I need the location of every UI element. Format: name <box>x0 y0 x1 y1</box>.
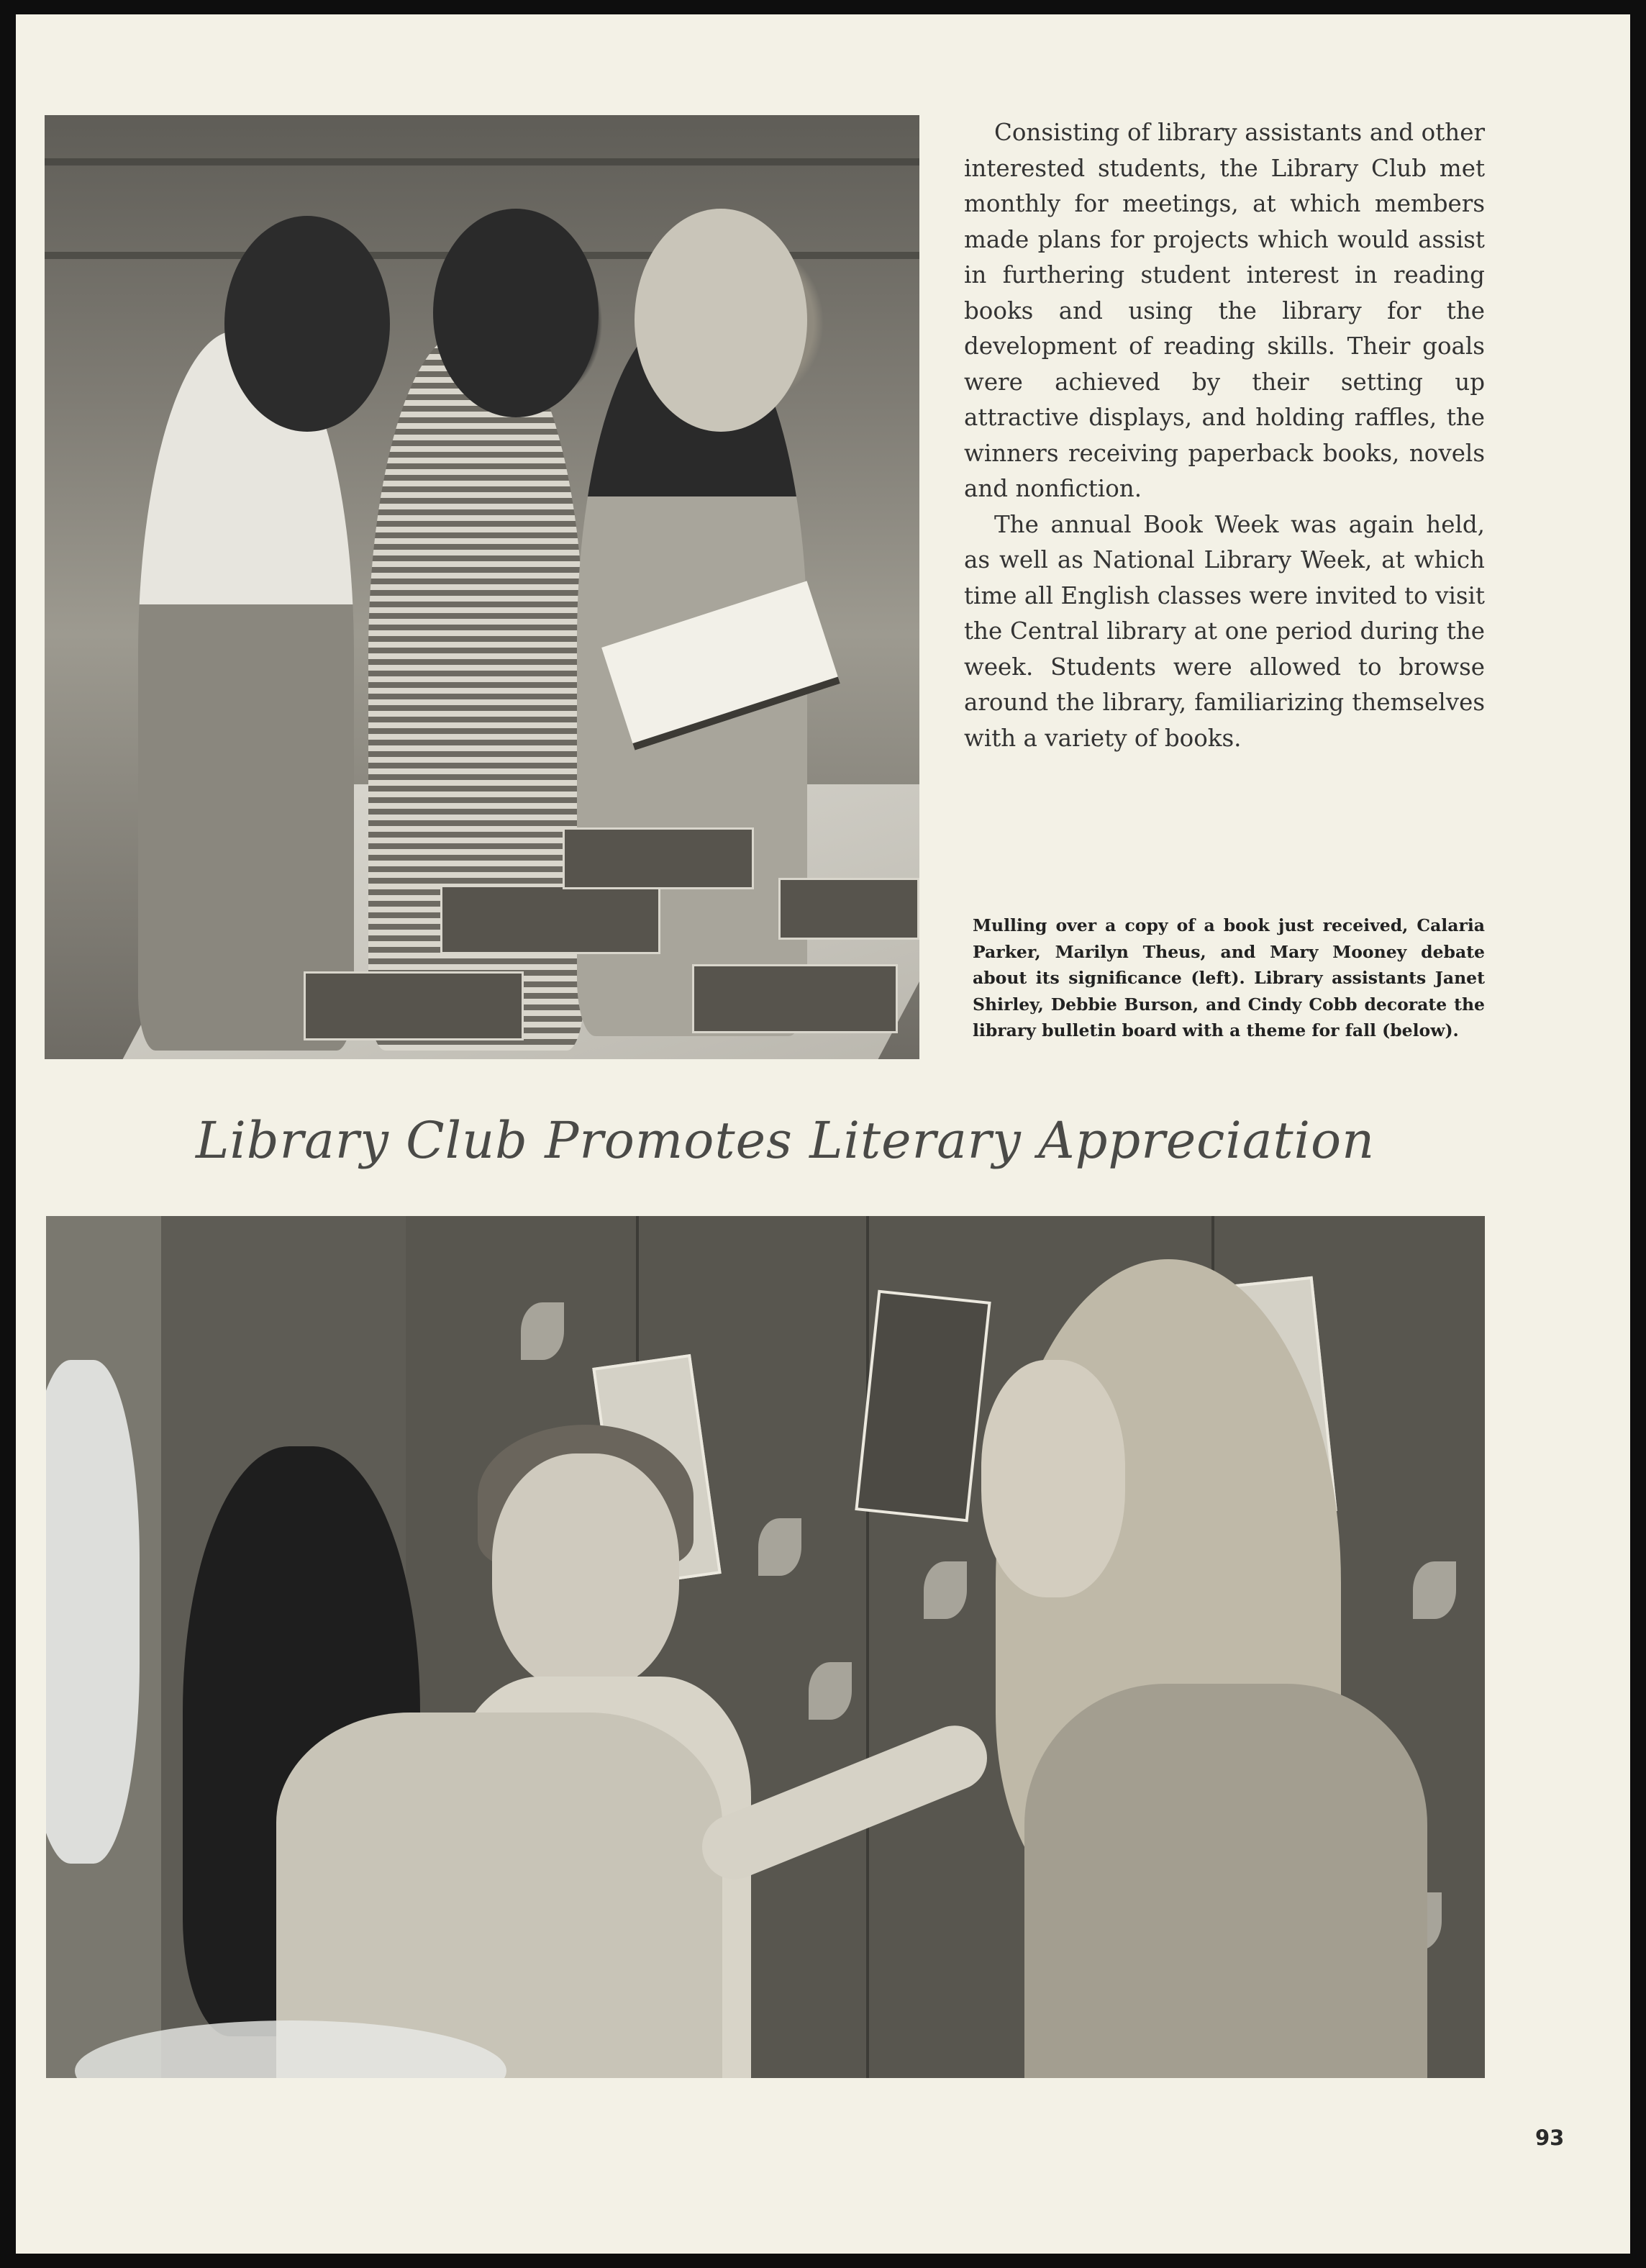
student-right-face <box>981 1360 1125 1597</box>
article-paragraph: The annual Book Week was again held, as well as National Library Week, at which time all English classes were invited to visit the Central library at one period during the week. Students were allowed to browse around the library, familiarizing themselves with a variety of books. <box>964 510 1485 752</box>
paper-leaf-decoration <box>924 1561 967 1619</box>
paper-leaf-decoration <box>809 1662 852 1720</box>
paper-leaf-decoration <box>521 1302 564 1360</box>
book-on-table <box>563 827 754 889</box>
student-right-head <box>635 209 807 432</box>
page-headline: Library Club Promotes Literary Appreciation <box>196 1111 1376 1170</box>
bookshelf <box>45 158 919 165</box>
photo-students-decorating-bulletin-board <box>46 1216 1485 2078</box>
book-on-table <box>440 885 660 954</box>
book-on-table <box>692 964 898 1033</box>
article-paragraph: Consisting of library assistants and other interested students, the Library Club met monthly for meetings, at which members made plans for projects which would assist in furthering student interest in reading books and using the library for the development of reading skills. Their goals were achieved by their setting up attractive displays, and holding raffles, the winners receiving paperback books, novels and nonfiction. <box>964 119 1485 502</box>
photo-caption: Mulling over a copy of a book just received, Calaria Parker, Marilyn Theus, and Mary Mooney debate about its significance (left). Library assistants Janet Shirley, Debbie Burson, and Cindy Cobb decorate the library bulletin board with a theme for fall (below). <box>973 915 1485 1040</box>
student-middle-head <box>433 209 599 417</box>
water-stain <box>46 1360 140 1864</box>
board-seam <box>866 1216 869 2078</box>
photo-students-reading-book <box>45 115 919 1059</box>
student-middle-face <box>492 1453 679 1691</box>
article-text <box>964 115 1485 756</box>
paper-leaf-decoration <box>1413 1561 1456 1619</box>
student-left <box>138 331 354 1051</box>
student-right <box>1024 1684 1427 2078</box>
book-on-table <box>778 878 919 940</box>
book-jacket-poster <box>855 1290 991 1523</box>
yearbook-page <box>16 14 1630 2254</box>
book-on-table <box>304 971 524 1040</box>
student-left-head <box>224 216 390 432</box>
page-number: 93 <box>1535 2126 1565 2150</box>
paper-leaf-decoration <box>758 1518 801 1576</box>
